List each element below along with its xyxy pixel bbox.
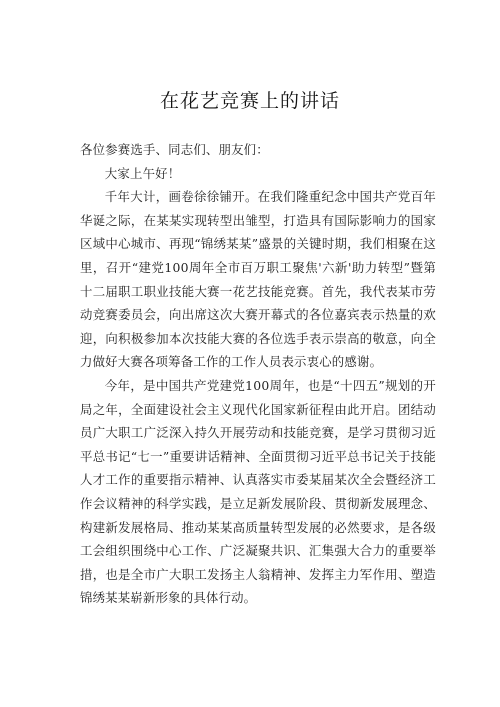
document-body (80, 138, 436, 610)
document-title: 在花艺竞赛上的讲话 (159, 90, 340, 112)
body-paragraph-1: 千年大计，画卷徐徐铺开。在我们隆重纪念中国共产党百年华诞之际，在某某实现转型出雏型，打造具有国际影响力的国家区域中心城市、再现“锦绣某某”盛景的关键时期，我们相聚在这里，召开“建党100周年全市百万职工聚焦'六新'助力转型”暨第十二届职工职业技能大赛一花艺技能竞赛。首先，我代表某市劳动竞赛委员会，向出席这次大赛开幕式的各位嘉宾表示热量的欢迎，向积极参加本次技能大赛的各位选手表示崇高的敬意，向全力做好大赛各项筹备工作的工作人员表示衷心的感谢。 (80, 189, 436, 370)
body-paragraph-2: 今年，是中国共产党建党100周年，也是“十四五”规划的开局之年，全面建设社会主义现代化国家新征程由此开启。团结动员广大职工广泛深入持久开展劳动和技能竞赛，是学习贯彻习近平总书记“七一”重要讲话精神、全面贯彻习近平总书记关于技能人才工作的重要指示精神、认真落实市委某届某次全会暨经济工作会议精神的科学实践，是立足新发展阶段、贯彻新发展理念、构建新发展格局、推动某某高质量转型发展的必然要求，是各级工会组织围绕中心工作、广泛凝聚共识、汇集强大合力的重要举措，也是全市广大职工发扬主人翁精神、发挥主力军作用、塑造锦绣某某崭新形象的具体行动。 (80, 377, 436, 606)
salutation: 各位参赛选手、同志们、朋友们： (80, 142, 269, 157)
greeting: 大家上午好！ (104, 165, 181, 181)
